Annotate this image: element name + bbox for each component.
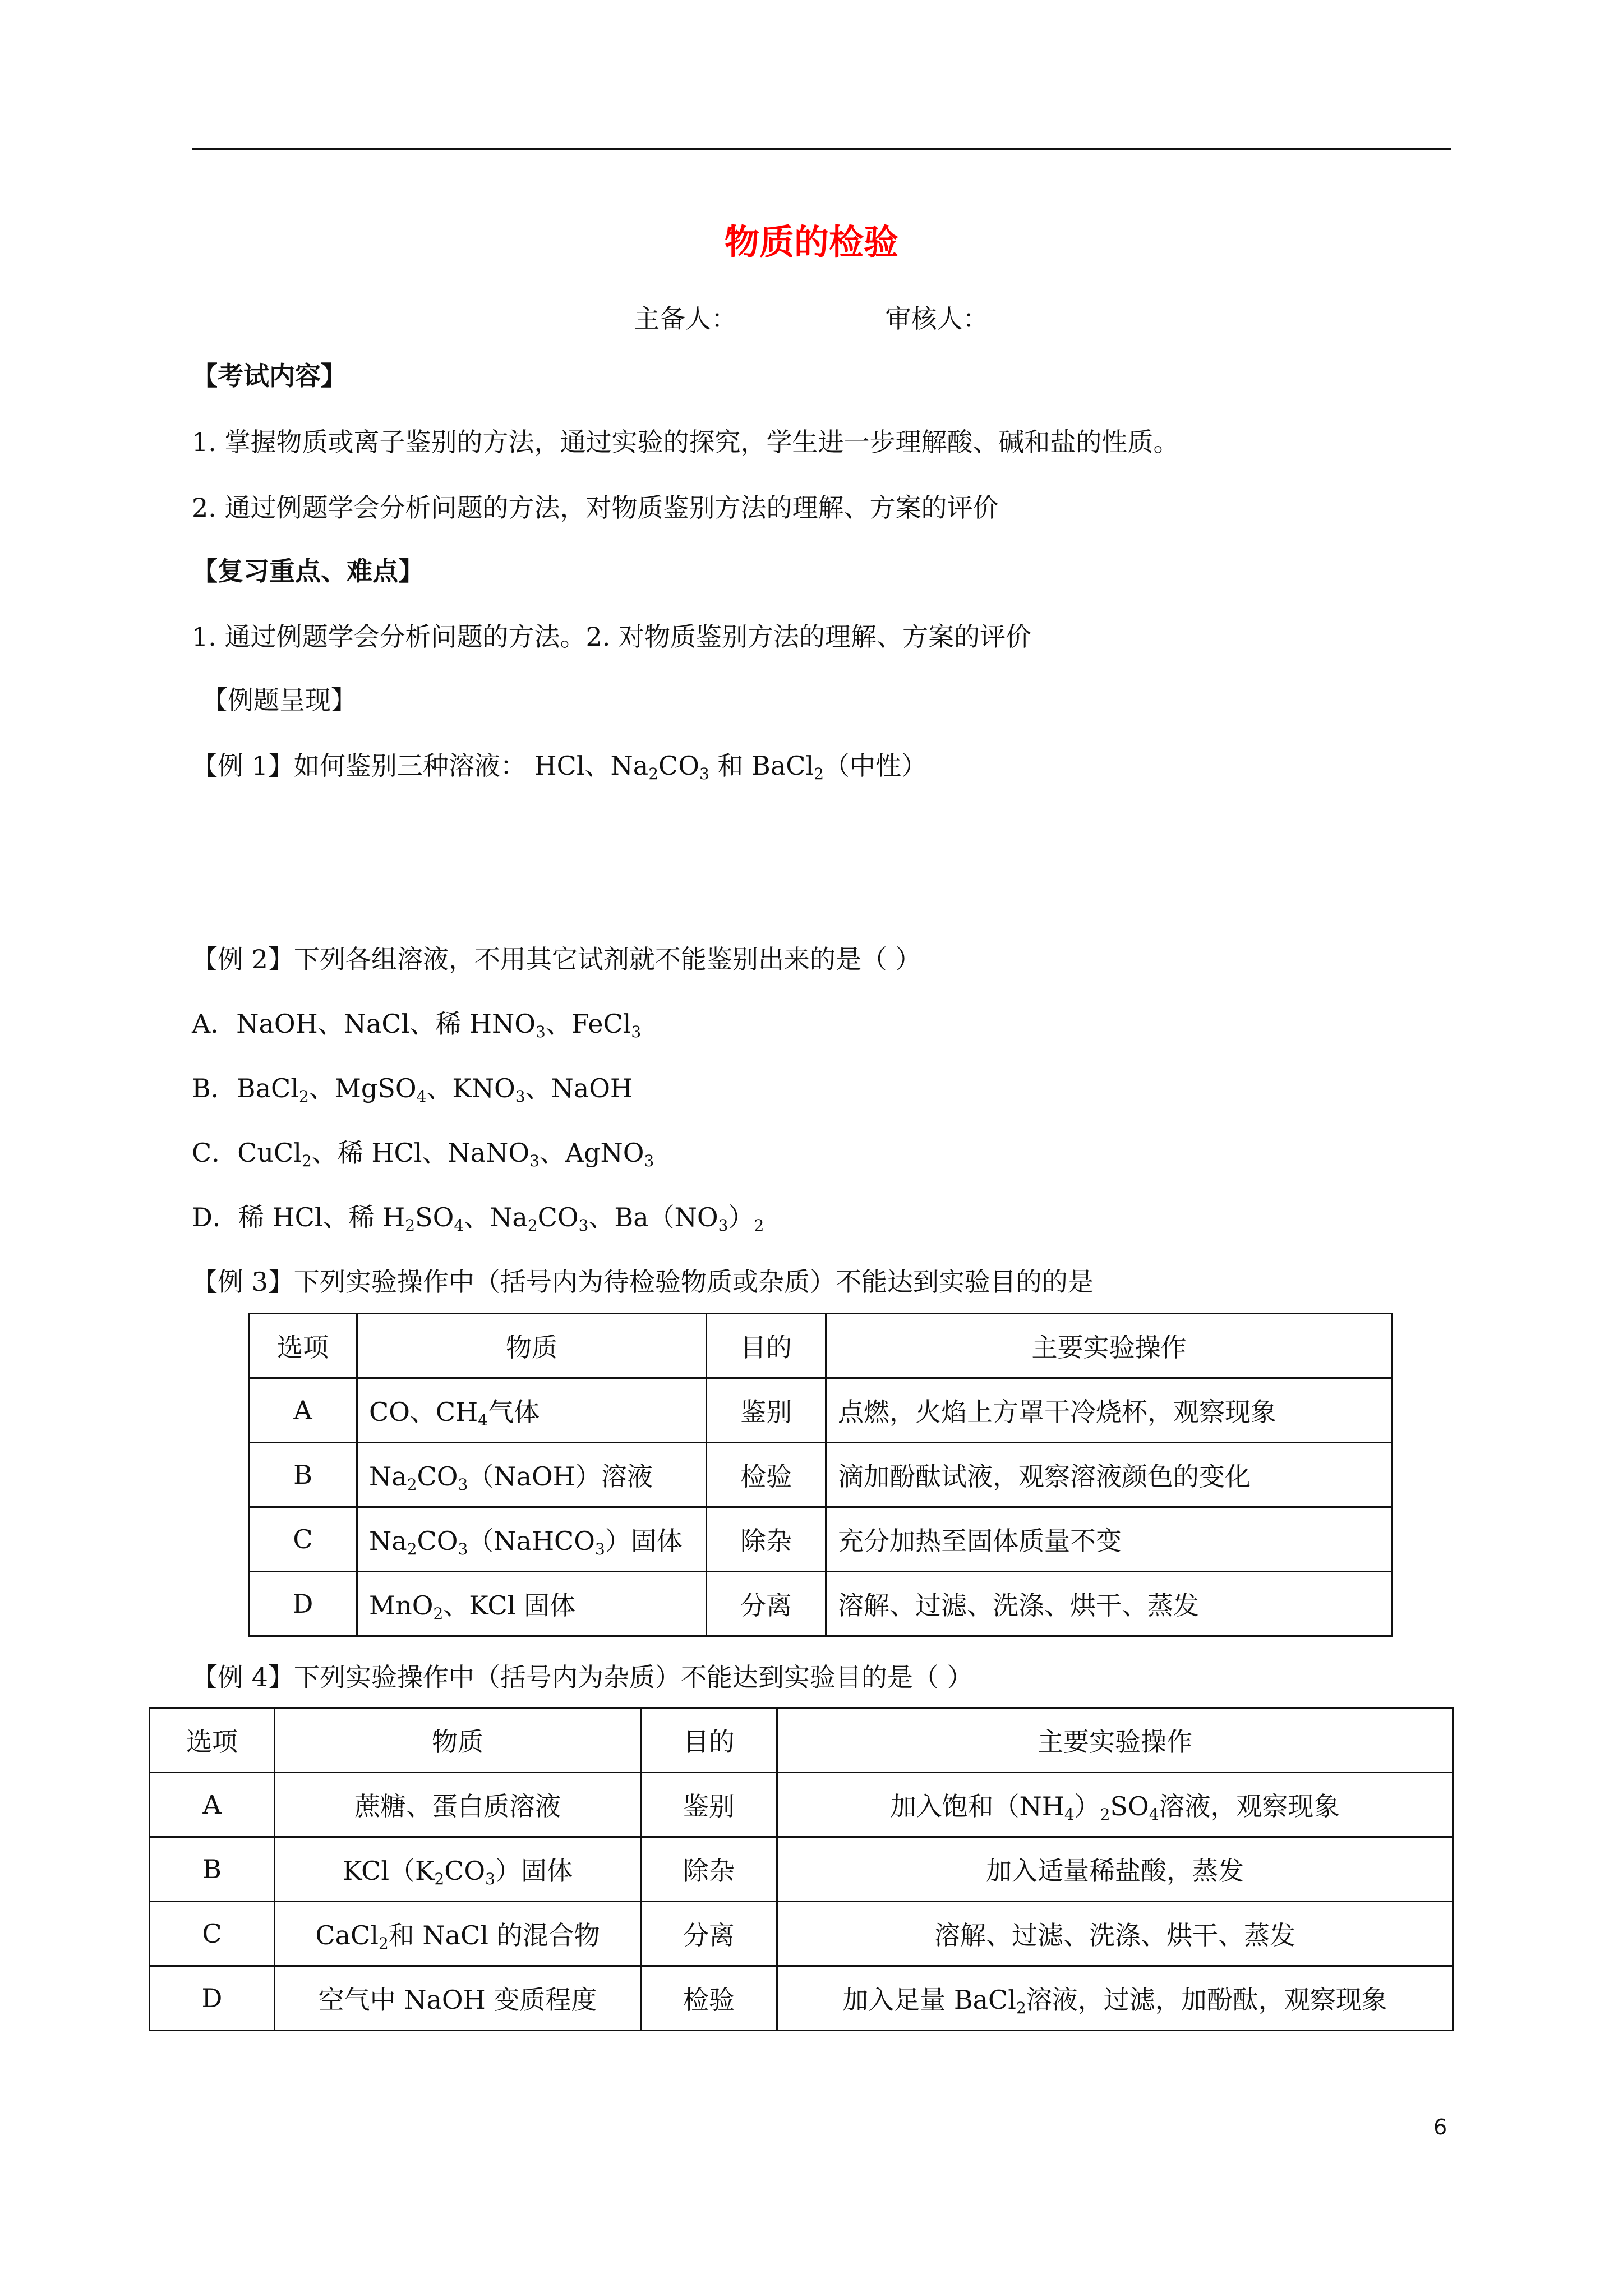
example-2-option-c: C．CuCl$_2$、稀 HCl、NaNO$_3$、AgNO$_3$ [192,1138,654,1170]
example-2-option-d: D．稀 HCl、稀 $H_2SO_4$、$Na_2CO_3$、$Ba(NO_3)_2$ [192,1202,764,1235]
table-row: A 蔗糖、蛋白质溶液 鉴别 加入饱和$(NH_4)_2SO_4$溶液，观察现象 [150,1773,1453,1837]
table-header-row: 选项 物质 目的 主要实验操作 [150,1708,1453,1773]
example-3-table [248,1313,1393,1637]
table-row: C $Na_2CO_3(NaHCO_3)$固体 除杂 充分加热至固体质量不变 [249,1507,1393,1572]
example-4-table [149,1707,1454,2031]
table-row: B $Na_2CO_3(NaOH)$溶液 检验 滴加酚酞试液，观察溶液颜色的变化 [249,1443,1393,1507]
example-2-option-a: A．NaOH、NaCl、稀 $HNO_3$、FeCl$_3$ [192,1009,642,1041]
authors-line [634,298,989,335]
header-rule [192,148,1451,150]
table-row: A CO、$CH_4$气体 鉴别 点燃，火焰上方罩干冷烧杯，观察现象 [249,1378,1393,1443]
table-row: B $KCl(K_2CO_3)$固体 除杂 加入适量稀盐酸，蒸发 [150,1837,1453,1902]
table-row: D 空气中 NaOH 变质程度 检验 加入足量 BaCl$_2$溶液，过滤，加酚酞，观察现象 [150,1966,1453,2031]
section-examples: 【例题呈现】 [202,685,357,715]
exam-item-2: 2. 通过例题学会分析问题的方法，对物质鉴别方法的理解、方案的评价 [192,493,999,523]
table-row: D MnO$_2$、KCl 固体 分离 溶解、过滤、洗涤、烘干、蒸发 [249,1572,1393,1636]
section-exam-content: 【考试内容】 [192,361,347,391]
exam-item-1: 1. 掌握物质或离子鉴别的方法，通过实验的探究，学生进一步理解酸、碱和盐的性质。 [192,427,1179,457]
example-2-stem: 【例 2】下列各组溶液，不用其它试剂就不能鉴别出来的是（ ） [192,944,921,974]
example-1: 【例 1】如何鉴别三种溶液： HCl、$Na_2CO_3$ 和 BaCl$_2$（中性） [192,751,928,783]
key-item-1: 1. 通过例题学会分析问题的方法。2. 对物质鉴别方法的理解、方案的评价 [192,622,1032,652]
page-number: 6 [1433,2115,1447,2139]
reviewer-label: 审核人： [885,303,989,334]
section-key-points: 【复习重点、难点】 [192,556,424,586]
preparer-label: 主备人： [634,303,737,334]
example-2-option-b: B．BaCl$_2$、MgSO$_4$、$KNO_3$、NaOH [192,1073,633,1106]
example-4-stem: 【例 4】下列实验操作中（括号内为杂质）不能达到实验目的是（ ） [192,1662,973,1692]
example-3-stem: 【例 3】下列实验操作中（括号内为待检验物质或杂质）不能达到实验目的的是 [192,1267,1094,1297]
page-title: 物质的检验 [724,222,898,263]
table-header-row: 选项 物质 目的 主要实验操作 [249,1314,1393,1378]
table-row: C CaCl$_2$和 NaCl 的混合物 分离 溶解、过滤、洗涤、烘干、蒸发 [150,1902,1453,1966]
